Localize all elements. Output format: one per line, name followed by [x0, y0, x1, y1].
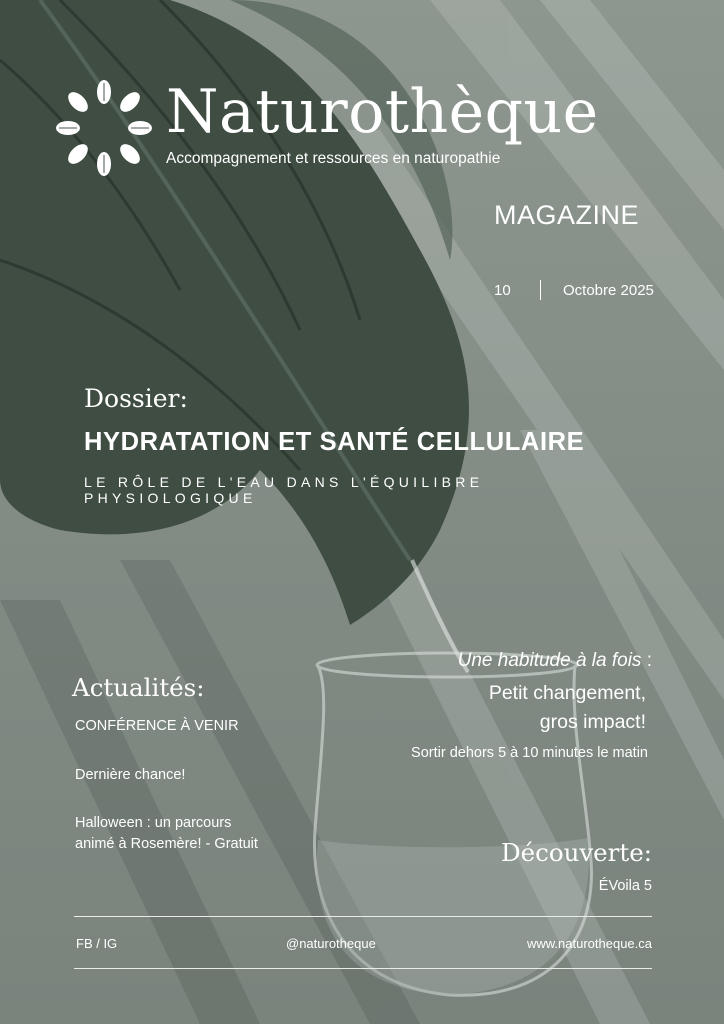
footer-rule-bottom — [74, 968, 652, 969]
habit-intro-suffix: : — [641, 650, 652, 671]
issue-number: 10 — [494, 282, 511, 299]
habit-detail: Sortir dehors 5 à 10 minutes le matin — [411, 745, 648, 761]
footer-rule-top — [74, 916, 652, 917]
decouverte-item: ÉVoila 5 — [598, 878, 652, 894]
footer-website: www.naturotheque.ca — [526, 936, 652, 951]
dossier-subtitle: LE RÔLE DE L'EAU DANS L'ÉQUILIBRE PHYSIOLOGIQUE — [84, 474, 484, 506]
actualites-item-halloween-line1: Halloween : un parcours — [75, 815, 232, 831]
habit-intro-italic: Une habitude à la fois — [457, 650, 642, 671]
issue-divider — [540, 280, 541, 300]
actualites-item-conference: CONFÉRENCE À VENIR — [75, 718, 239, 734]
actualites-item-halloween-line2: animé à Rosemère! - Gratuit — [75, 836, 258, 852]
decouverte-heading: Découverte: — [500, 838, 652, 867]
actualites-item-halloween — [75, 813, 258, 855]
footer-handle: @naturotheque — [286, 936, 376, 951]
habit-line-1: Petit changement, — [488, 682, 646, 704]
habit-intro — [458, 650, 652, 672]
habit-line-2: gros impact! — [539, 711, 646, 733]
issue-date: Octobre 2025 — [563, 282, 654, 299]
magazine-label: MAGAZINE — [494, 200, 640, 230]
dossier-label: Dossier: — [84, 384, 188, 413]
brand-tagline: Accompagnement et ressources en naturopathie — [166, 150, 501, 167]
actualites-item-last-chance: Dernière chance! — [75, 767, 186, 783]
leaf-wreath-logo-icon — [56, 80, 152, 176]
actualites-heading: Actualités: — [72, 673, 205, 702]
footer-social: FB / IG — [76, 936, 118, 951]
dossier-title: HYDRATATION ET SANTÉ CELLULAIRE — [84, 428, 585, 456]
brand-name: Naturothèque — [166, 77, 599, 147]
